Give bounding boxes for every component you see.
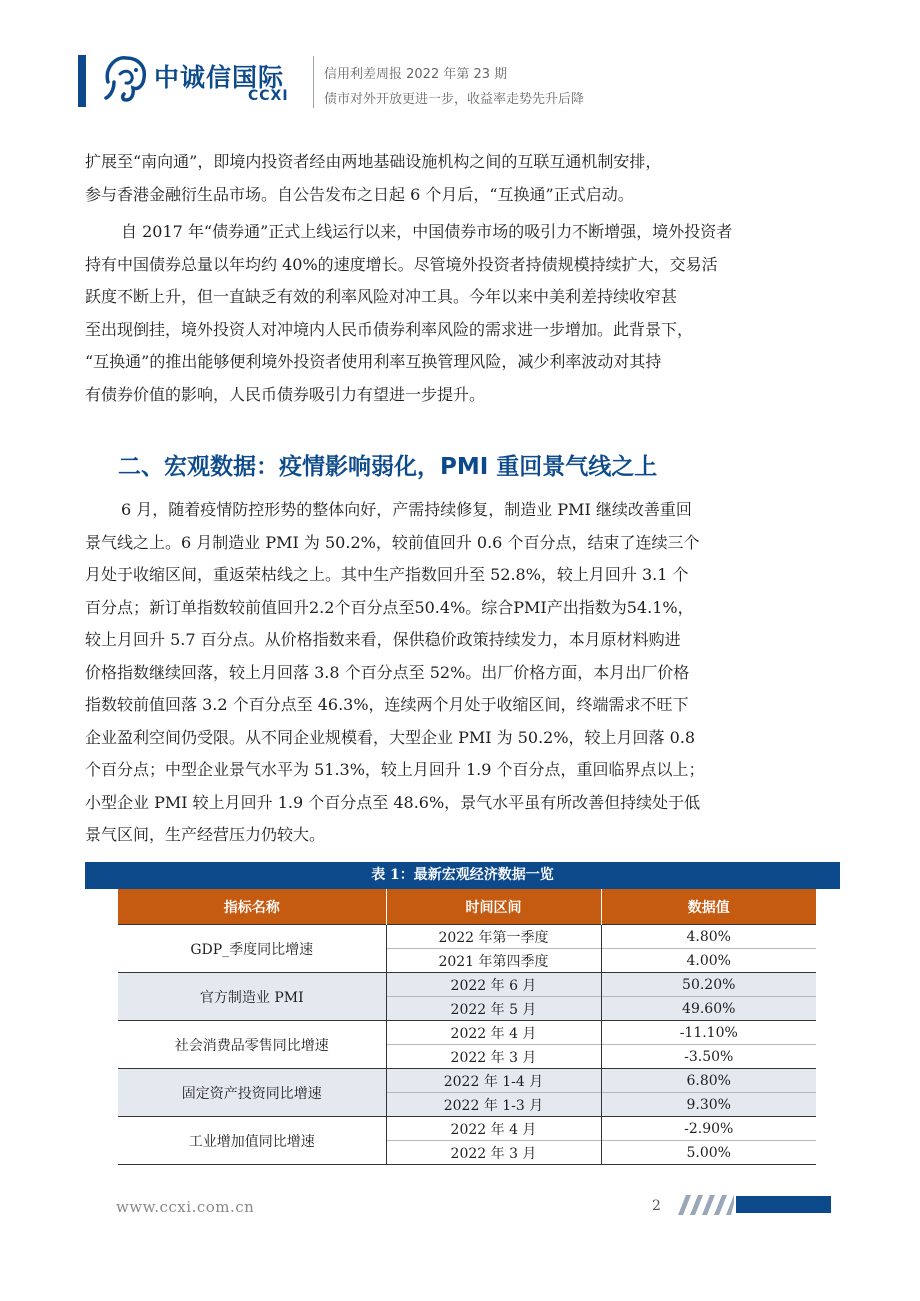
value-cell: 9.30%	[601, 1093, 816, 1117]
text-line: 指数较前值回落 3.2 个百分点至 46.3%，连续两个月处于收缩区间，终端需求不旺下	[85, 695, 689, 714]
table-header-row	[118, 889, 816, 925]
text-line: 月处于收缩区间，重返荣枯线之上。其中生产指数回升至 52.8%，较上月回升 3.1 个	[85, 565, 689, 584]
text-line: 价格指数继续回落，较上月回落 3.8 个百分点至 52%。出厂价格方面，本月出厂价格	[85, 662, 690, 682]
value-cell: 49.60%	[601, 997, 816, 1021]
table-row	[118, 925, 816, 949]
elephant-logo-icon	[100, 52, 150, 106]
header-divider	[313, 56, 314, 108]
text-line: 至出现倒挂，境外投资人对冲境内人民币债券利率风险的需求进一步增加。此背景下，	[85, 319, 694, 339]
table-row	[118, 1021, 816, 1045]
text-line: 景气区间，生产经营压力仍较大。	[85, 825, 326, 844]
value-cell: 4.80%	[601, 925, 816, 949]
text-line: 持有中国债券总量以年均约 40%的速度增长。尽管境外投资者持债规模持续扩大，交易活	[85, 254, 718, 274]
indicator-name: 社会消费品零售同比增速	[118, 1021, 386, 1069]
table-row	[118, 973, 816, 997]
text-line: 较上月回升 5.7 百分点。从价格指数来看，保供稳价政策持续发力，本月原材料购进	[85, 630, 681, 649]
period-cell: 2022 年 5 月	[386, 997, 601, 1021]
text-line: 景气线之上。6 月制造业 PMI 为 50.2%，较前值回升 0.6 个百分点，结束了连续三个	[85, 532, 700, 552]
period-cell: 2022 年 4 月	[386, 1117, 601, 1141]
paragraph-1	[85, 146, 836, 211]
period-cell: 2022 年 1-3 月	[386, 1093, 601, 1117]
brand-name-cn: 中诚信国际	[154, 63, 285, 92]
text-line: 有债券价值的影响，人民币债券吸引力有望进一步提升。	[85, 384, 486, 404]
value-cell: -2.90%	[601, 1117, 816, 1141]
text-line: 小型企业 PMI 较上月回升 1.9 个百分点至 48.6%，景气水平虽有所改善但持续处于低	[85, 792, 701, 812]
column-header-indicator: 指标名称	[118, 889, 386, 925]
section-heading: 二、宏观数据：疫情影响弱化，PMI 重回景气线之上	[118, 454, 658, 480]
indicator-name: 官方制造业 PMI	[118, 973, 386, 1021]
value-cell: 4.00%	[601, 949, 816, 973]
value-cell: -3.50%	[601, 1045, 816, 1069]
period-cell: 2022 年 3 月	[386, 1141, 601, 1165]
period-cell: 2022 年 6 月	[386, 973, 601, 997]
report-subtitle: 债市对外开放更进一步，收益率走势先升后降	[324, 92, 585, 107]
data-table	[118, 889, 816, 1165]
table-row	[118, 1117, 816, 1141]
indicator-name: 固定资产投资同比增速	[118, 1069, 386, 1117]
value-cell: 50.20%	[601, 973, 816, 997]
footer-stripes-icon	[674, 1195, 734, 1215]
text-line: 6 月，随着疫情防控形势的整体向好，产需持续修复，制造业 PMI 继续改善重回	[121, 500, 692, 519]
table-row	[118, 1069, 816, 1093]
text-line: 自 2017 年“债券通”正式上线运行以来，中国债券市场的吸引力不断增强，境外投资者	[121, 222, 733, 241]
table-caption: 表 1：最新宏观经济数据一览	[85, 862, 840, 889]
period-cell: 2022 年 3 月	[386, 1045, 601, 1069]
paragraph-3	[85, 494, 836, 852]
footer-url: www.ccxi.com.cn	[116, 1198, 255, 1216]
text-line: 扩展至“南向通”，即境内投资者经由两地基础设施机构之间的互联互通机制安排，	[85, 152, 662, 171]
text-line: “互换通”的推出能够便利境外投资者使用利率互换管理风险，减少利率波动对其持	[85, 352, 662, 371]
value-cell: 6.80%	[601, 1069, 816, 1093]
text-line: 个百分点；中型企业景气水平为 51.3%，较上月回升 1.9 个百分点，重回临界点以上；	[85, 760, 705, 779]
indicator-name: 工业增加值同比增速	[118, 1117, 386, 1165]
text-line: 跃度不断上升，但一直缺乏有效的利率风险对冲工具。今年以来中美利差持续收窄甚	[85, 287, 678, 306]
page-header	[0, 0, 920, 120]
text-line: 企业盈利空间仍受限。从不同企业规模看，大型企业 PMI 为 50.2%，较上月回落 0.8	[85, 727, 696, 747]
value-cell: 5.00%	[601, 1141, 816, 1165]
page-number: 2	[652, 1198, 661, 1214]
text-line: 参与香港金融衍生品市场。自公告发布之日起 6 个月后，“互换通”正式启动。	[85, 184, 634, 204]
macro-data-table	[85, 862, 840, 1165]
period-cell: 2021 年第四季度	[386, 949, 601, 973]
report-title: 信用利差周报 2022 年第 23 期	[324, 67, 508, 82]
text-line: 百分点；新订单指数较前值回升2.2个百分点至50.4%。综合PMI产出指数为54.1%，	[85, 597, 694, 617]
value-cell: -11.10%	[601, 1021, 816, 1045]
indicator-name: GDP_季度同比增速	[118, 925, 386, 973]
period-cell: 2022 年第一季度	[386, 925, 601, 949]
period-cell: 2022 年 4 月	[386, 1021, 601, 1045]
period-cell: 2022 年 1-4 月	[386, 1069, 601, 1093]
header-accent-bar	[78, 55, 86, 107]
brand-name-en: CCXI	[248, 88, 289, 104]
footer-accent-bar	[736, 1196, 831, 1213]
column-header-value: 数据值	[601, 889, 816, 925]
paragraph-2	[85, 216, 836, 411]
column-header-period: 时间区间	[386, 889, 601, 925]
